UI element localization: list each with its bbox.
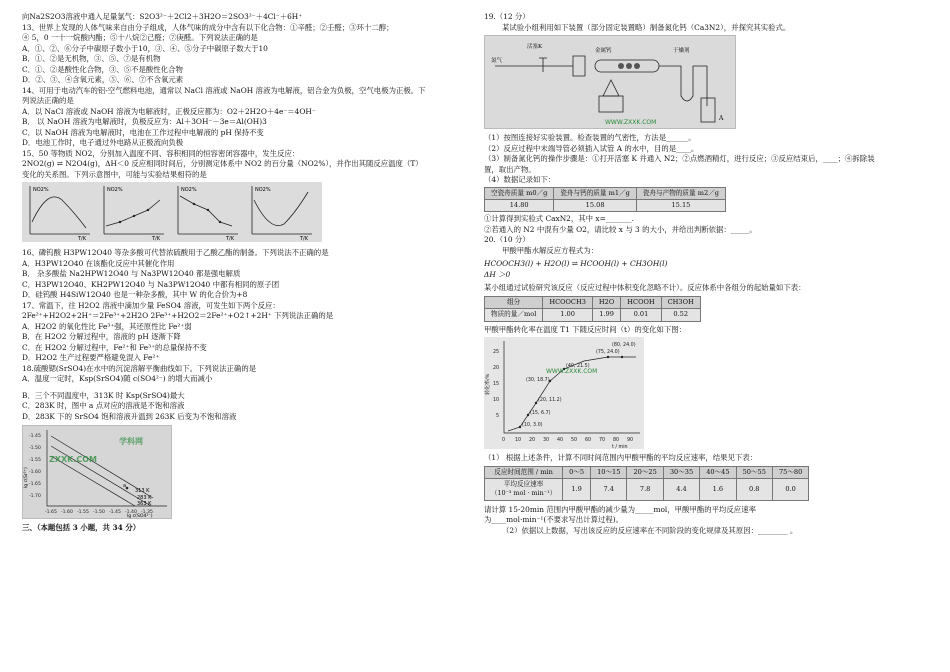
option-b: B．①、②是无机物，③、⑤、⑦是有机物 [22,54,161,64]
text-line: 甲酸甲酯水解反应方程式为： [502,245,599,255]
svg-text:-1.35: -1.35 [141,509,153,515]
table-header: 瓷舟与钙的质量 m1／g [554,187,637,199]
option-a: A．①、②、⑥分子中碳原子数小于10，③、④、⑤分子中碳原子数大于10 [22,43,268,53]
table-cell: 7.8 [627,479,663,500]
conversion-chart [484,337,644,449]
label-283k: 283 K [137,494,152,501]
text-line: 向Na2S2O3溶液中通入足量氯气：S2O3²⁻＋2Cl2＋3H2O＝2SO3²⁻＋4Cl⁻＋6H⁺ [22,12,303,21]
option-a: A．温度一定时，Ksp(SrSO4)随 c(SO4²⁻) 的增大而减小 [22,374,213,384]
q19-part4: （4）数据记录如下： [484,175,556,185]
svg-text:-1.45: -1.45 [29,433,41,439]
table-cell: 0.01 [621,309,661,321]
table-cell: 1.00 [543,309,593,321]
svg-text:-1.55: -1.55 [29,457,41,463]
label-stopcock: 活塞K [527,44,543,51]
table-header: CH3OH [661,296,700,308]
table-row-label [485,479,563,500]
section-3-heading: 三、（本题包括 3 小题，共 34 分） [22,522,141,532]
svg-text:-1.50: -1.50 [93,509,105,515]
svg-text:t / min: t / min [612,445,628,450]
text-line: ④ 5，0 一十一烷酸内酯；⑤十八烷②己醛；⑦庚醛。下列说法正确的是 [22,33,258,43]
table-header: HCOOCH3 [543,296,593,308]
option-c: C．以 NaOH 溶液为电解液时，电池在工作过程中电解液的 pH 保持不变 [22,127,264,137]
text-line: ②若通入的 N2 中混有少量 O2，请比较 x 与 3 的大小，并给出判断依据：_____。 [484,224,757,234]
question-14: 14、可用于电动汽车的铝-空气燃料电池，通常以 NaCl 溶液或 NaOH 溶液为电解液，铝合金为负极，空气电极为正极。下 [22,85,426,95]
svg-text:NO2%: NO2% [255,187,271,194]
svg-text:-1.65: -1.65 [29,481,41,487]
table-cell: 0.8 [736,479,772,500]
svg-text:(30, 18.7): (30, 18.7) [526,378,550,384]
svg-text:(10, 3.0): (10, 3.0) [522,423,543,429]
q20-part1: （1） 根据上述条件，计算不同时间范围内甲酸甲酯的平均反应速率，结果见下表： [484,453,758,463]
q20-part2: （2）依据以上数据，写出该反应的反应速率在不同阶段的变化规律及其原因：________ 。 [502,525,798,535]
table-cell: 1.9 [563,479,591,500]
label-calcium: 金属钙 [595,48,612,55]
table-cell: 4.4 [663,479,699,500]
svg-text:NO2%: NO2% [107,187,123,194]
initial-amounts-table [484,296,701,322]
svg-text:T/K: T/K [78,236,87,243]
q19-part2: （2）反应过程中末端导管必须插入试管 A 的水中，目的是____。 [484,143,699,153]
table-cell: 15.08 [554,199,637,211]
svg-text:15: 15 [493,382,500,388]
table-cell: 7.4 [591,479,627,500]
equation: HCOOCH3(l) + H2O(l) ⇌ HCOOH(l) + CH3OH(l) [484,259,668,269]
text-line: 甲酸甲酯转化率在温度 T1 下随反应时间（t）的变化如下图： [484,324,687,334]
table-cell: 0.0 [772,479,808,500]
text-line: 请计算 15-20min 范围内甲酸甲酯的减少量为_____mol，甲酸甲酯的平均反应速率 [484,504,756,514]
watermark: ZXXK.COM [49,454,98,464]
table-header: 40～45 [700,466,736,478]
label-363k: 363 K [137,500,152,507]
svg-text:a: a [123,482,127,489]
question-18: 18.硫酸锶(SrSO4)在水中的沉淀溶解平衡曲线如下。下列说法正确的是 [22,363,257,373]
svg-text:-1.45: -1.45 [109,509,121,515]
right-column [484,12,928,536]
conversion-plot [484,337,644,449]
option-c: C．①、②是酸性化合物，③、⑤不是酸性化合物 [22,64,183,74]
table-header: 瓷舟与产物的质量 m2／g [636,187,725,199]
option-d: D．283K 下的 SrSO4 饱和溶液升温到 263K 后变为不饱和溶液 [22,411,237,421]
table-header: H2O [592,296,620,308]
apparatus-drawing [485,36,735,128]
q19-part3: （3）制备氮化钙的操作步骤是：①打开活塞 K 并通入 N2；②点燃酒精灯，进行反应；③反应结束后，____；④拆除装 [484,154,875,164]
text-line: 2NO2(g) ⇌ N2O4(g)，ΔH＜0 反应相同时间后，分别测定体系中 NO2 的百分量（NO2%），并作出其随反应温度（T） [22,159,423,169]
option-c: C．在 H2O2 分解过程中，Fe²⁺和 Fe³⁺的总量保持不变 [22,342,207,352]
svg-text:20: 20 [493,366,500,372]
svg-text:转化率/%: 转化率/% [485,373,491,396]
svg-text:(75, 24.0): (75, 24.0) [596,350,620,356]
option-b: B．三个不同温度中，313K 时 Ksp(SrSO4)最大 [22,390,185,400]
option-c: C．H3PW12O40、KH2PW12O40 与 Na3PW12O40 中都有相同的原子团 [22,279,280,289]
text-line: ①计算得到实验式 CaxN2，其中 x=_______. [484,214,634,224]
table-cell: 物质的量／mol [485,309,543,321]
option-c: C．283K 时，图中 a 点对应的溶液是不饱和溶液 [22,401,185,411]
table-header: 20～25 [627,466,663,478]
q15-graph-strip [22,182,322,242]
svg-text:-1.65: -1.65 [45,509,57,515]
svg-text:70: 70 [599,438,606,444]
svg-text:lg c(SO4²⁻): lg c(SO4²⁻) [127,513,153,518]
table-cell: 1.6 [700,479,736,500]
question-17: 17、常温下，往 H2O2 溶液中滴加少量 FeSO4 溶液，可发生如下两个反应： [22,300,280,310]
question-15: 15、50 等物质 NO2，分别加入温度不同、容积相同的恒容密闭容器中，发生反应： [22,148,300,158]
svg-text:10: 10 [493,398,500,404]
svg-text:10: 10 [515,438,522,444]
option-a: A．H2O2 的氧化性比 Fe³⁺强，其还原性比 Fe²⁺弱 [22,321,192,331]
question-20: 20.（10 分） [484,235,530,245]
label-nitrogen: 氮气 [491,58,503,65]
text-line: 置，取出产物。 [484,164,536,174]
svg-text:25: 25 [493,350,500,356]
option-b: B．在 H2O2 分解过程中，溶液的 pH 逐渐下降 [22,332,181,342]
option-d: D．硅钨酸 H4SiW12O40 也是一种杂多酸，其中 W 的化合价为+8 [22,290,248,300]
question-13: 13、世界上发现的人体气味来自由分子组成，人体气味的成分中含有以下化合物：①辛醛；②壬醛；③环十二醇； [22,22,394,32]
table-header: HCOOH [621,296,661,308]
table-header: 50～55 [736,466,772,478]
option-d: D．电池工作时，电子通过外电路从正极流向负极 [22,138,184,148]
apparatus-figure [484,35,736,129]
svg-text:90: 90 [627,438,634,444]
svg-text:-1.70: -1.70 [29,493,41,499]
svg-text:30: 30 [543,438,550,444]
row-label-line: 平均反应速率 [503,480,544,489]
table-header: 75～80 [772,466,808,478]
svg-text:(15, 6.7): (15, 6.7) [530,411,551,417]
option-d: D．H2O2 生产过程要严格避免混入 Fe²⁺ [22,353,160,363]
option-a: A．H3PW12O40 在该酯化反应中其催化作用 [22,258,175,268]
text-line: 某小组通过试验研究该反应（反应过程中体积变化忽略不计）。反应体系中各组分的起始量如下表： [484,283,806,293]
text-line: 列说法正确的是 [22,96,74,106]
svg-text:-1.40: -1.40 [125,509,137,515]
svg-text:(20, 11.2): (20, 11.2) [538,398,562,404]
table-cell: 15.15 [636,199,725,211]
svg-text:T/K: T/K [226,236,235,243]
svg-text:NO2%: NO2% [33,187,49,194]
svg-text:0: 0 [502,438,506,444]
svg-text:-1.50: -1.50 [29,445,41,451]
table-header: 10～15 [591,466,627,478]
option-b: B． 杂多酸盐 Na2HPW12O40 与 Na3PW12O40 都是强电解质 [22,269,241,279]
label-313k: 313 K [135,487,150,494]
svg-text:T/K: T/K [152,236,161,243]
table-header: 空瓷舟质量 m0／g [485,187,554,199]
svg-text:5: 5 [496,414,500,420]
option-d: D．②、③、④含氧元素，⑤、⑥、⑦不含氧元素 [22,75,184,85]
watermark: 学科网 [119,436,143,446]
svg-text:20: 20 [529,438,536,444]
svg-text:T/K: T/K [300,236,309,243]
watermark: WWW.ZXXK.COM [546,368,598,376]
text-line: 变化的关系图。下列示意图中，可能与实验结果相符的是 [22,169,207,179]
text-line: 为____mol·min⁻¹(不要求写出计算过程)。 [484,515,624,525]
text-line: 某试验小组利用如下装置（部分固定装置略）制备氮化钙（Ca3N2），并探究其实验式。 [502,22,791,32]
rate-table [484,466,809,501]
left-column [22,12,470,533]
option-a: A．以 NaCl 溶液或 NaOH 溶液为电解液时，正极反应都为：O2＋2H2O＋4e⁻＝4OH⁻ [22,106,316,116]
label-a: A [719,115,724,123]
table-header: 反应时间范围 / min [485,466,563,478]
table-header: 组分 [485,296,543,308]
svg-text:60: 60 [585,438,592,444]
svg-text:lg c(Sr²⁺): lg c(Sr²⁺) [24,466,29,488]
label-desiccant: 干燥剂 [673,48,690,55]
q15-graphs [22,182,470,242]
q19-part1: （1）按图连接好实验装置。检查装置的气密性，方法是______。 [484,133,696,143]
svg-text:-1.60: -1.60 [29,469,41,475]
srso4-plot [23,426,171,518]
option-b: B． 以 NaOH 溶液为电解液时，负极反应为：Al＋3OH⁻－3e＝Al(OH)3 [22,117,267,127]
table-cell: 1.99 [592,309,620,321]
table-header: 0～5 [563,466,591,478]
svg-text:40: 40 [557,438,564,444]
svg-text:-1.55: -1.55 [77,509,89,515]
svg-text:(40, 21.5): (40, 21.5) [566,364,590,370]
table-cell: 14.80 [485,199,554,211]
row-label-unit: （10⁻³ mol · min⁻¹） [491,489,557,498]
svg-text:NO2%: NO2% [181,187,197,194]
table-cell: 0.52 [661,309,700,321]
svg-text:80: 80 [613,438,620,444]
enthalpy: ΔH ＞0 [484,269,511,279]
question-16: 16、磷钨酸 H3PW12O40 等杂多酸可代替浓硫酸用于乙酸乙酯的制备。下列说法不正确的是 [22,248,329,258]
svg-text:(80, 24.0): (80, 24.0) [612,343,636,349]
mass-data-table [484,187,726,213]
svg-text:-1.60: -1.60 [61,509,73,515]
srso4-solubility-figure [22,425,172,519]
svg-text:50: 50 [571,438,578,444]
text-line: 2Fe²⁺+H2O2+2H⁺＝2Fe³⁺+2H2O 2Fe³⁺+H2O2＝2Fe²⁺+O2↑+2H⁺ 下列说法正确的是 [22,311,334,321]
question-19: 19.（12 分） [484,12,530,21]
table-header: 30～35 [663,466,699,478]
watermark: WWW.ZXXK.COM [605,119,657,127]
